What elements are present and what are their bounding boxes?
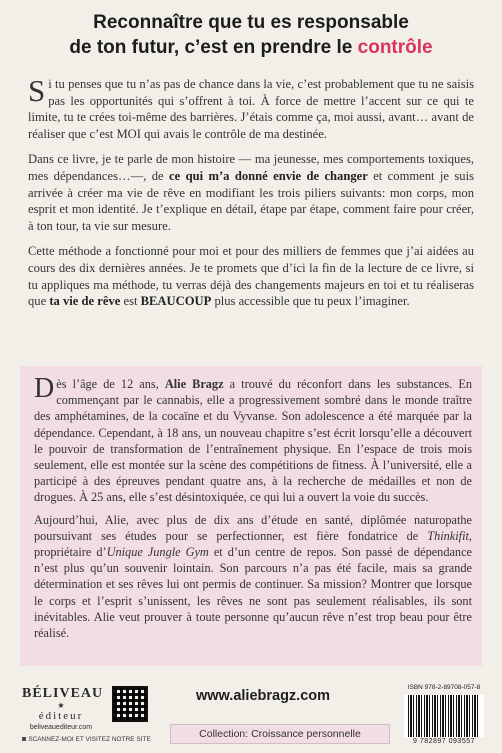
qr-code-icon (112, 686, 148, 722)
author-website: www.aliebragz.com (196, 688, 331, 704)
bio-paragraph-2 (34, 512, 472, 642)
intro-paragraph-1 (28, 73, 474, 142)
barcode-icon (404, 695, 484, 737)
publisher-site: beliveauediteur.com (29, 724, 93, 731)
collection-label: Collection: Croissance personnelle (170, 724, 390, 744)
bio-dropcap: D (34, 373, 55, 404)
bio-p2-mid: , propriétaire d’ (34, 528, 472, 560)
bio-p2-post: et d’un centre de repos. Son passé de dépendance n’est plus qu’un souvenir lointain. Son parcours n’a pas été facile, mais sa grande détermination et ses rêves lui ont permis de continuer. Sa mission? Montrer que lorsque le corps et l’esprit s’unissent, les rêves ne sont pas seulement réalisables, ils sont inévitables. Alie veut prouver à toute personne qu’aucun rêve n’est trop beau pour être réalisé. (34, 545, 472, 641)
intro-paragraph-3 (28, 243, 474, 309)
bio-p2-italic-2: Unique Jungle Gym (106, 545, 209, 560)
intro-p3-post: plus accessible que tu peux l’imaginer. (211, 294, 410, 309)
bio-p2-pre: Aujourd’hui, Alie, avec plus de dix ans d’étude en santé, diplômée naturopathe poursuivant ses études pour se perfectionner, est fière fondatrice de (34, 512, 472, 543)
intro-p2-pre: Dans ce livre, je te parle de mon histoire — ma jeunesse, mes comportements toxiques, mes dépendances…—, de (28, 152, 474, 183)
headline-accent-word: contrôle (357, 37, 433, 58)
intro-paragraph-2 (28, 151, 474, 234)
headline-line-2-text: de ton futur, c’est en prendre le (69, 37, 358, 58)
intro-p3-bold-2: BEAUCOUP (140, 294, 212, 309)
scan-note (22, 736, 182, 744)
publisher-name: BÉLIVEAU (22, 686, 104, 701)
barcode-number: 9 782897 093557 (413, 738, 475, 745)
intro-p2-post: et comment je suis arrivée à créer ma vie de rêve en modifiant les trois piliers suivants: mon corps, mon esprit et mon identité. Je t’explique en détail, étape par étape, comment faire pour créer, à ton tour, ta vie sur mesure. (28, 168, 475, 233)
bio-paragraph-1 (34, 373, 472, 506)
scan-note-text: SCANNEZ-MOI ET VISITEZ NOTRE SITE (28, 736, 151, 743)
intro-p3-mid: est (120, 294, 141, 309)
intro-p2-bold: ce qui m’a donné envie de changer (169, 168, 368, 183)
headline-line-2 (0, 35, 502, 60)
camera-icon: ◙ (22, 736, 29, 743)
intro-p3-bold-1: ta vie de rêve (49, 294, 121, 309)
isbn-block (404, 684, 484, 746)
back-cover-footer (0, 680, 502, 753)
headline-line-1: Reconnaître que tu es responsable (93, 12, 409, 33)
intro-p1-text: i tu penses que tu n’as pas de chance dans la vie, c’est probablement que tu ne saisis pas les opportunités qui s’offrent à toi. À force de mettre l’accent sur ce qui te limite, tu te crées toi-même des barrières. J’étais comme ça, moi aussi, avant… avant de réaliser que c’est MOI qui avais le contrôle de ma destinée. (28, 77, 474, 141)
publisher-sub: éditeur (38, 710, 84, 722)
bio-p2-italic-1: Thinkifit (427, 528, 469, 543)
author-name: Alie Bragz (164, 377, 224, 391)
publisher-logo (22, 686, 104, 733)
star-icon: ★ (57, 701, 65, 710)
bio-p1-post: a trouvé du réconfort dans les substances. En commençant par le cannabis, elle a progressivement sombré dans le monde traître des amphétamines, de la cocaïne et du Vyvanse. Son adolescence a été marquée par la dépendance. Cependant, à 18 ans, un nouveau chapitre s’est écrit lorsqu’elle a découvert le pouvoir de transformation de l’entraînement physique. En l’espace de trois mois seulement, elle est montée sur la scène des compétitions de fitness. À l’université, elle a participé à des épreuves pendant quatre ans, à la recherche de médailles et non de drogues. À 25 ans, elle s’est désintoxiquée, ce qui lui a ouvert la voie du succès. (34, 377, 472, 505)
headline (0, 10, 502, 60)
bio-p1-pre: ès l’âge de 12 ans, (56, 377, 165, 391)
isbn-text: ISBN 978-2-89708-057-8 (407, 684, 481, 691)
intro-text (28, 73, 475, 319)
author-bio-box (20, 366, 482, 666)
intro-dropcap: S (28, 73, 46, 108)
intro-p3-pre: Cette méthode a fonctionné pour moi et pour des milliers de femmes que j’ai aidées au cours des dix dernières années. Je te promets que d’ici la fin de la lecture de ce livre, si tu appliques ma méthode, tu verras déjà des changements majeurs en toi et tu réaliseras que (28, 244, 474, 309)
